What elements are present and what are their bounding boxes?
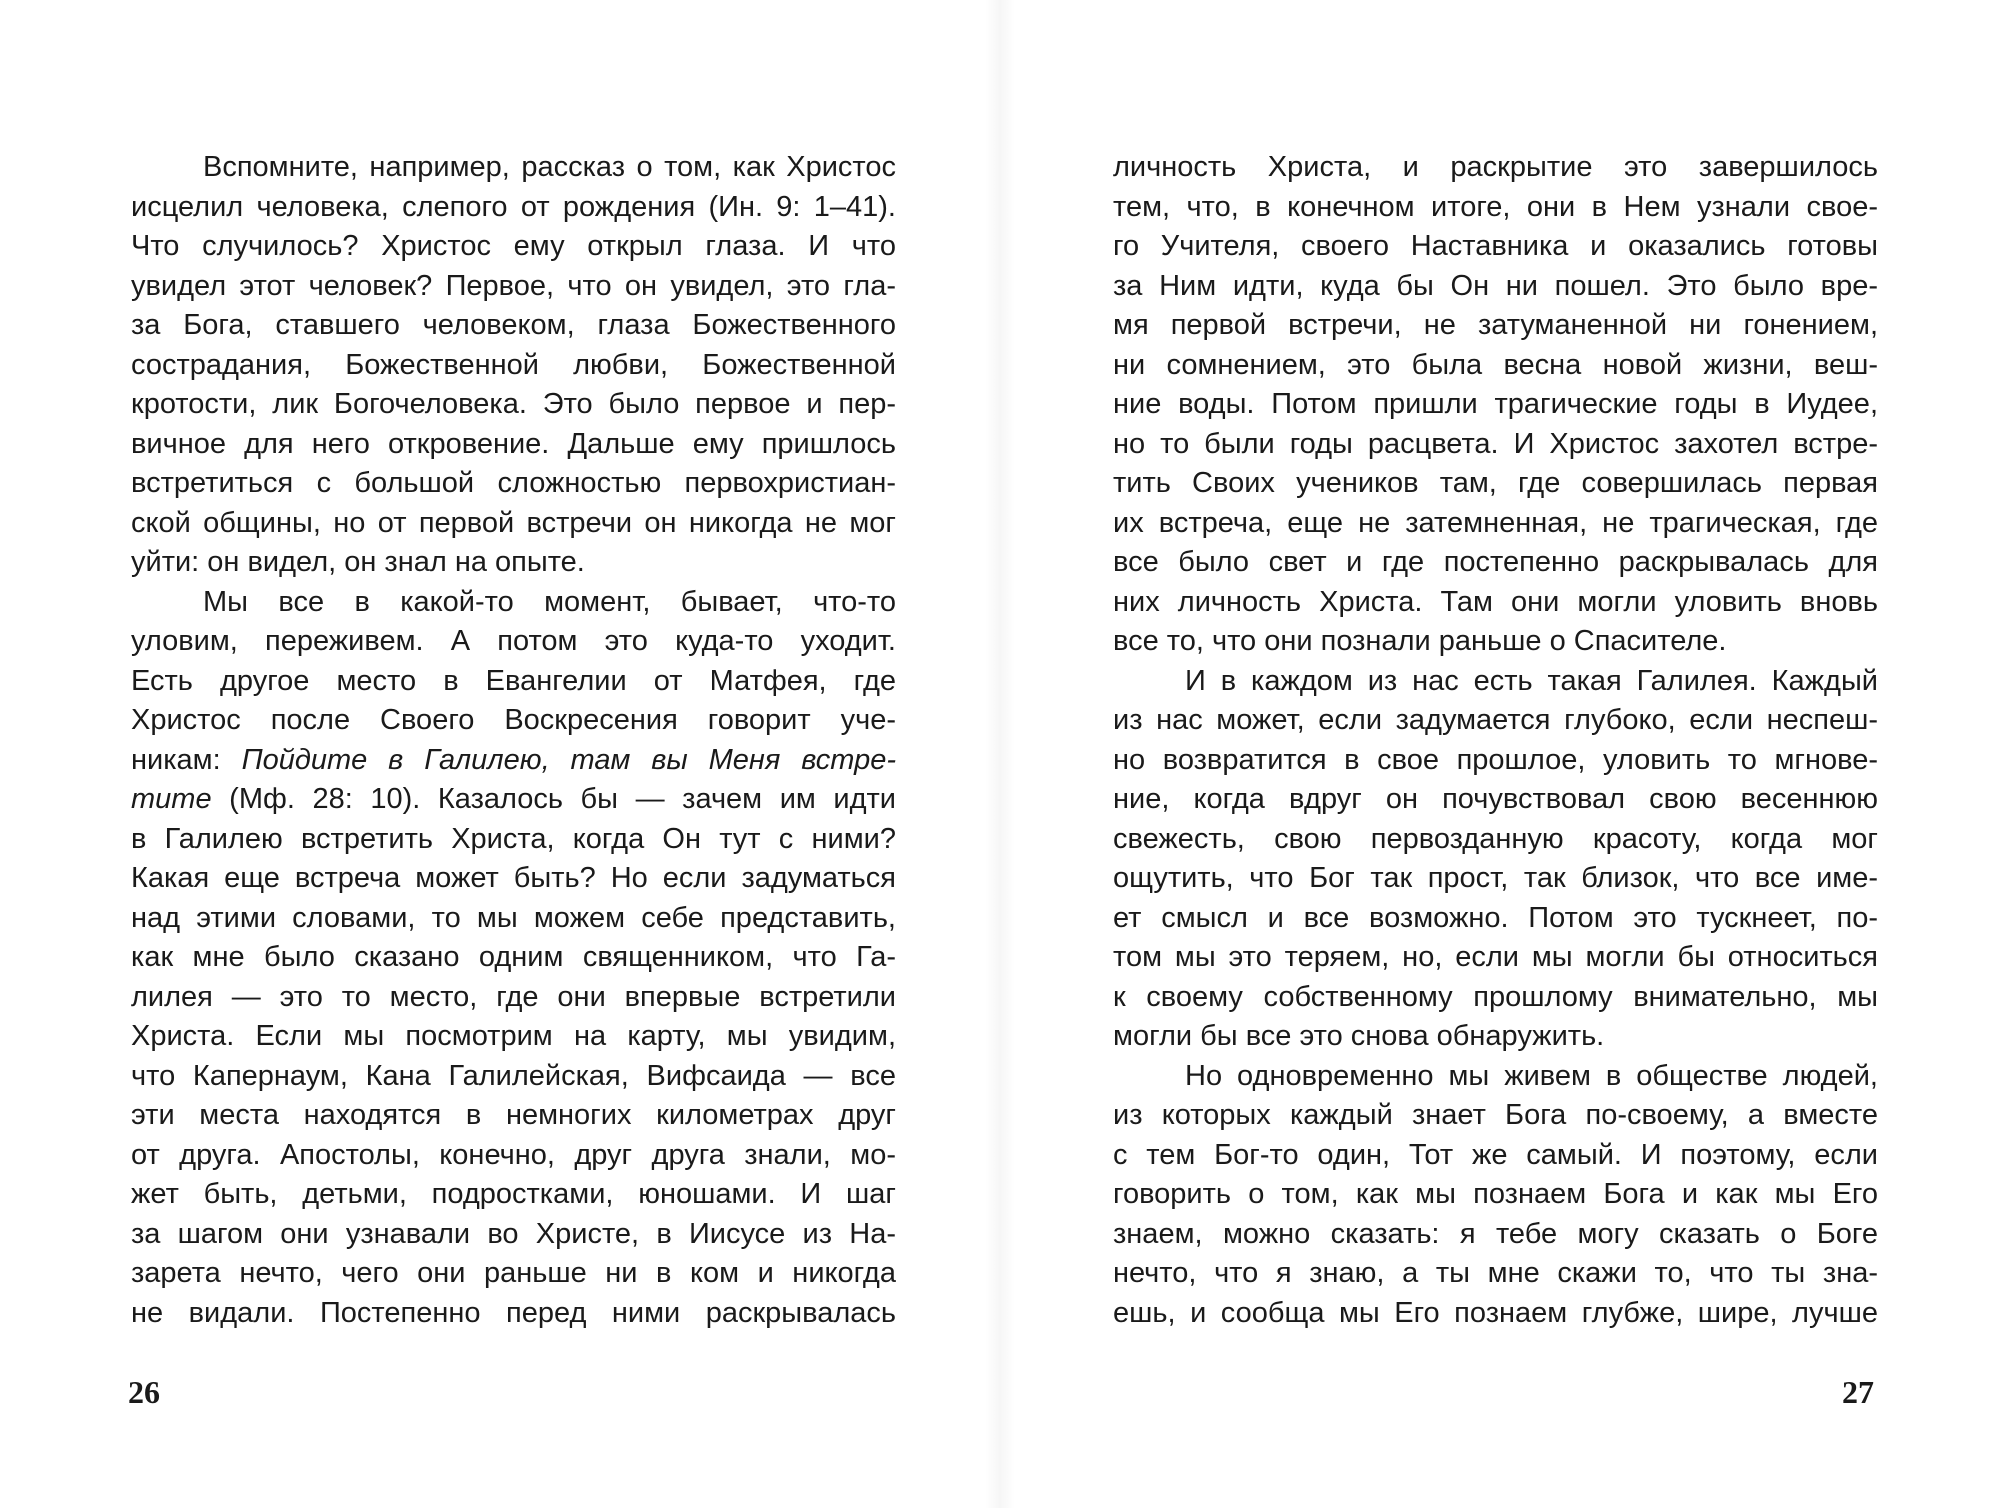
text-line: увидел этот человек? Первое, что он увидел, это гла- xyxy=(131,269,896,302)
text-line: ской общины, но от первой встречи он никогда не мог xyxy=(131,506,896,539)
text-line: ощутить, что Бог так прост, так близок, что все име- xyxy=(1113,862,1878,894)
text-line: тить Своих учеников там, где совершилась первая xyxy=(1113,467,1878,499)
text-line: мя первой встречи, не затуманенной ни гонением, xyxy=(1113,309,1878,341)
text-line: не видали. Постепенно перед ними раскрывалась xyxy=(131,1296,896,1329)
left-page-text xyxy=(131,148,896,1333)
text-line: жет быть, детьми, подростками, юношами. И шаг xyxy=(131,1178,896,1210)
text-line: к своему собственному прошлому внимательно, мы xyxy=(1113,980,1878,1013)
text-line: И в каждом из нас есть такая Галилея. Каждый xyxy=(1185,664,1878,697)
text-line: в Галилею встретить Христа, когда Он тут с ними? xyxy=(131,822,896,855)
text-line: лилея — это то место, где они впервые встретили xyxy=(131,980,896,1013)
scripture-quote: тите xyxy=(131,783,212,815)
text-line: за Ним идти, куда бы Он ни пошел. Это было вре- xyxy=(1113,269,1878,302)
text-line: могли бы все это снова обнаружить. xyxy=(1113,1020,1605,1052)
text-line: нечто, что я знаю, а ты мне скажи то, что ты зна- xyxy=(1113,1257,1878,1289)
text-line: с тем Бог-то один, Тот же самый. И поэтому, если xyxy=(1113,1138,1878,1171)
text-line: Вспомните, например, рассказ о том, как Христос xyxy=(203,151,896,183)
text-line: Мы все в какой-то момент, бывает, что-то xyxy=(203,585,896,618)
text-line: встретиться с большой сложностью первохристиан- xyxy=(131,467,896,499)
text-line: ние воды. Потом пришли трагические годы в Иудее, xyxy=(1113,388,1878,420)
text-line: Христа. Если мы посмотрим на карту, мы увидим, xyxy=(131,1020,896,1052)
text-line: от друга. Апостолы, конечно, друг друга знали, мо- xyxy=(131,1138,896,1171)
text-line: за шагом они узнавали во Христе, в Иисусе из На- xyxy=(131,1217,896,1250)
text-line: исцелил человека, слепого от рождения (Ин. 9: 1–41). xyxy=(131,190,896,223)
text-line: тем, что, в конечном итоге, они в Нем узнали свое- xyxy=(1113,190,1878,223)
text-line: го Учителя, своего Наставника и оказались готовы xyxy=(1113,230,1878,262)
text-fragment: (Мф. 28: 10). Казалось бы — зачем им идти xyxy=(229,783,897,815)
text-line: ни сомнением, это была весна новой жизни, веш- xyxy=(1113,348,1878,381)
text-line: ние, когда вдруг он почувствовал свою весеннюю xyxy=(1113,783,1878,815)
text-line: их встреча, еще не затемненная, не трагическая, где xyxy=(1113,506,1878,539)
text-fragment: никам: xyxy=(131,743,221,776)
text-line: но возвратится в свое прошлое, уловить то мгнове- xyxy=(1113,743,1878,776)
text-line-mixed xyxy=(131,780,896,820)
text-line: свежесть, свою первозданную красоту, когда мог xyxy=(1113,822,1878,855)
text-line: зарета нечто, чего они раньше ни в ком и никогда xyxy=(131,1257,896,1289)
text-line: Что случилось? Христос ему открыл глаза. И что xyxy=(131,230,896,262)
text-line: как мне было сказано одним священником, что Га- xyxy=(131,941,896,973)
text-line: что Капернаум, Кана Галилейская, Вифсаида — все xyxy=(131,1059,896,1092)
text-line: сострадания, Божественной любви, Божественной xyxy=(131,348,896,381)
text-line: том мы это теряем, но, если мы могли бы относиться xyxy=(1113,941,1878,973)
text-line: уйти: он видел, он знал на опыте. xyxy=(131,546,585,578)
text-line: ет смысл и все возможно. Потом это тускнеет, по- xyxy=(1113,901,1878,934)
text-line: них личность Христа. Там они могли уловить вновь xyxy=(1113,585,1878,618)
text-line: Есть другое место в Евангелии от Матфея, где xyxy=(131,664,896,697)
text-line: Но одновременно мы живем в обществе людей, xyxy=(1185,1059,1878,1092)
text-line: Христос после Своего Воскресения говорит уче- xyxy=(131,704,896,736)
text-line: за Бога, ставшего человеком, глаза Божественного xyxy=(131,309,896,341)
text-line: но то были годы расцвета. И Христос захотел встре- xyxy=(1113,427,1878,460)
text-line: личность Христа, и раскрытие это завершилось xyxy=(1113,151,1878,183)
text-line: все то, что они познали раньше о Спасителе. xyxy=(1113,625,1727,657)
text-line: вичное для него откровение. Дальше ему пришлось xyxy=(131,427,896,460)
scripture-quote: Пойдите в Галилею, там вы Меня встре- xyxy=(241,743,896,776)
text-line: говорить о том, как мы познаем Бога и как мы Его xyxy=(1113,1178,1878,1210)
text-line: ешь, и сообща мы Его познаем глубже, шире, лучше xyxy=(1113,1296,1878,1329)
text-line: знаем, можно сказать: я тебе могу сказать о Боге xyxy=(1113,1217,1878,1250)
text-line: кротости, лик Богочеловека. Это было первое и пер- xyxy=(131,388,896,420)
right-page-text xyxy=(1113,148,1878,1333)
text-line: все было свет и где постепенно раскрывалась для xyxy=(1113,546,1878,578)
text-line: уловим, переживем. А потом это куда-то уходит. xyxy=(131,625,896,657)
text-line-mixed xyxy=(131,741,896,781)
page-number-left: 26 xyxy=(128,1374,160,1410)
text-line: Какая еще встреча может быть? Но если задуматься xyxy=(131,862,896,894)
text-line: над этими словами, то мы можем себе представить, xyxy=(131,901,896,934)
text-line: из которых каждый знает Бога по-своему, а вместе xyxy=(1113,1099,1878,1131)
text-line: эти места находятся в немногих километрах друг xyxy=(131,1099,896,1131)
page-number-right: 27 xyxy=(1842,1374,1874,1410)
text-line: из нас может, если задумается глубоко, если неспеш- xyxy=(1113,704,1878,736)
